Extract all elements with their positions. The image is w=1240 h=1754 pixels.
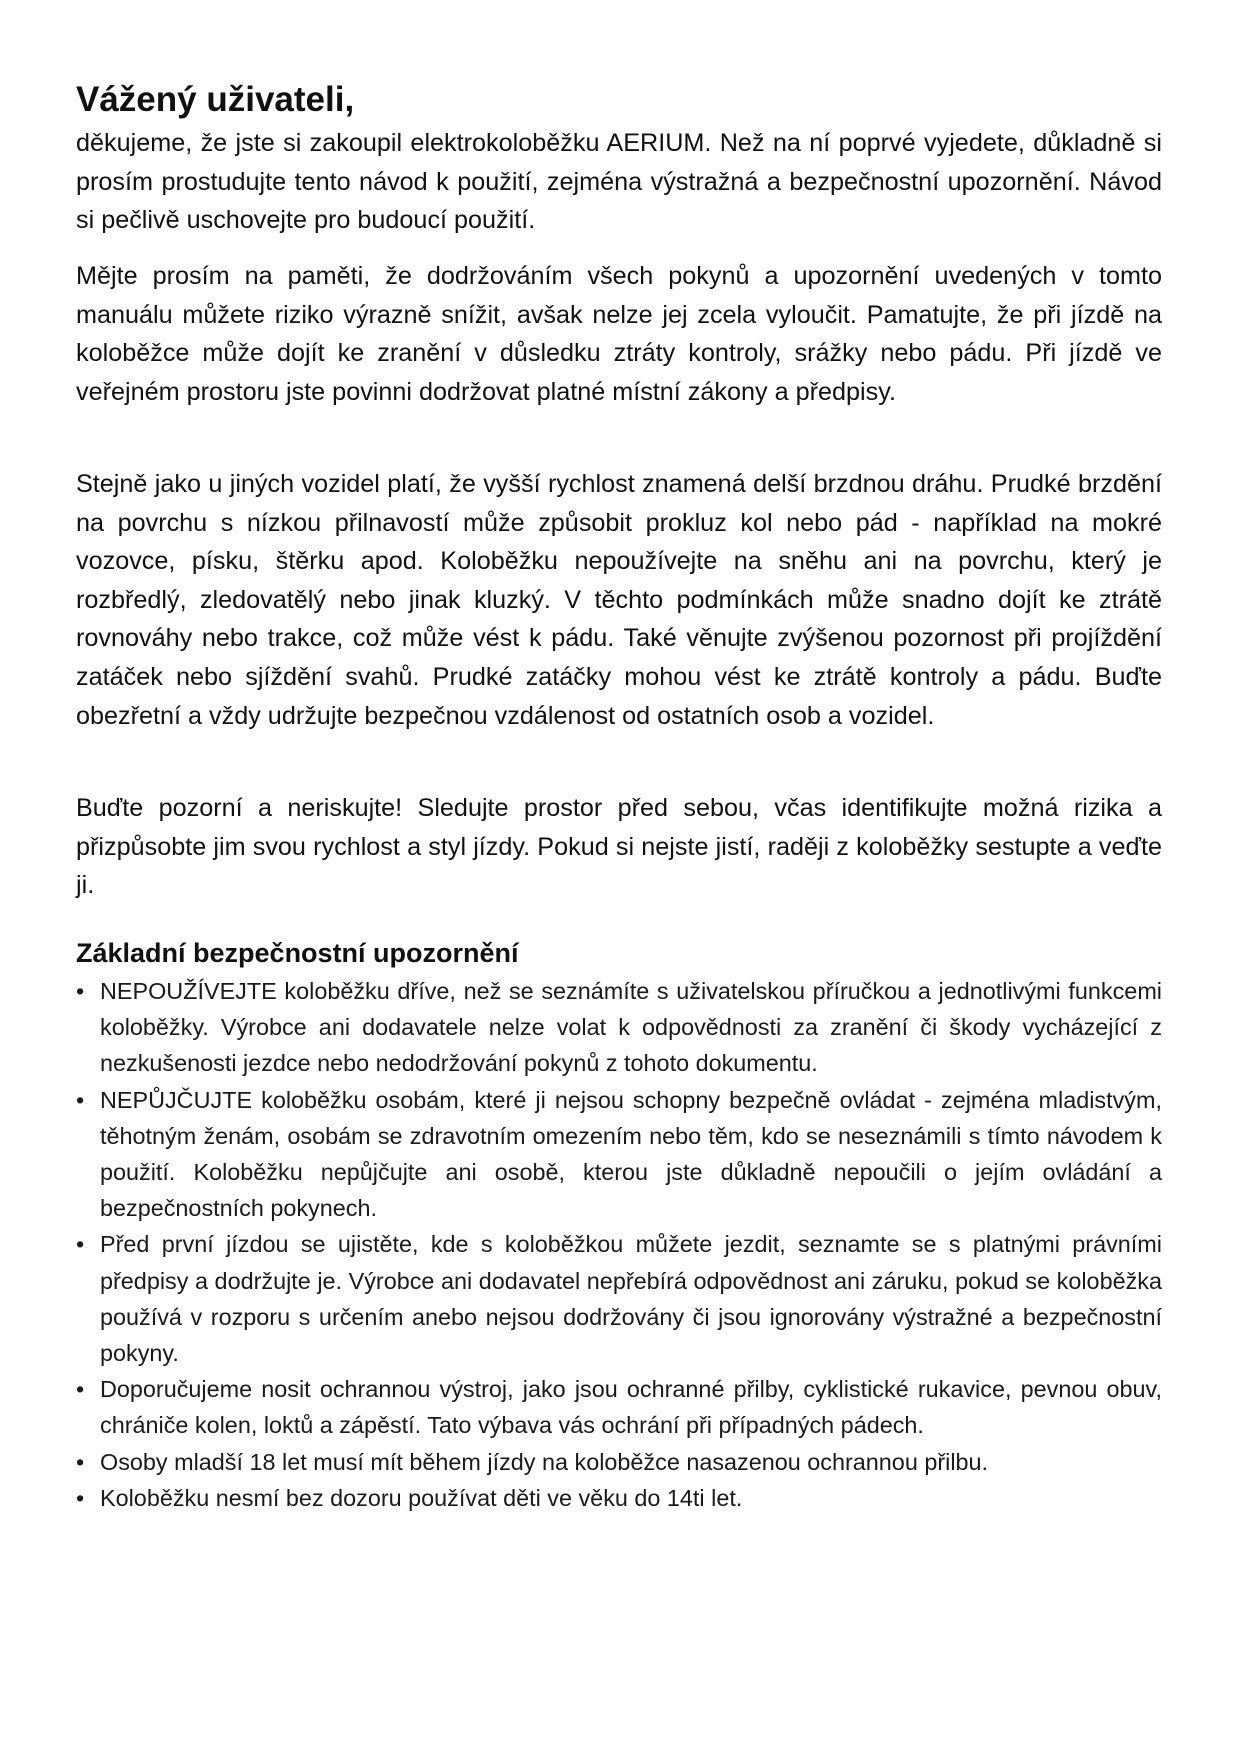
list-item-text: Koloběžku nesmí bez dozoru používat děti ve věku do 14ti let. bbox=[100, 1484, 743, 1511]
paragraph-caution: Buďte pozorní a neriskujte! Sledujte prostor před sebou, včas identifikujte možná rizika a přizpůsobte jim svou rychlost a styl jízdy. Pokud si nejste jistí, raději z koloběžky sestupte a veďte ji. bbox=[76, 794, 1162, 900]
bullet-icon: • bbox=[76, 1231, 85, 1258]
list-item-text: Doporučujeme nosit ochrannou výstroj, jako jsou ochranné přilby, cyklistické rukavice, pevnou obuv, chrániče kolen, loktů a zápěstí. Tato výbava vás ochrání při případných pádech. bbox=[100, 1376, 1162, 1439]
intro-paragraph: děkujeme, že jste si zakoupil elektrokoloběžku AERIUM. Než na ní poprvé vyjedete, důkladně si prosím prostudujte tento návod k použití, zejména výstražná a bezpečnostní upozornění. Návod si pečlivě uschovejte pro budoucí použití. bbox=[76, 129, 1162, 235]
list-item-text: NEPŮJČUJTE koloběžku osobám, které ji nejsou schopny bezpečně ovládat - zejména mladistvým, těhotným ženám, osobám se zdravotním omezením nebo těm, kdo se neseznámili s tímto návodem k použití. Koloběžku nepůjčujte ani osobě, kterou jste důkladně nepoučili o jejím ovládání a bezpečnostních pokynech. bbox=[100, 1086, 1162, 1222]
list-item-text: Před první jízdou se ujistěte, kde s koloběžkou můžete jezdit, seznamte se s platnými právními předpisy a dodržujte je. Výrobce ani dodavatel nepřebírá odpovědnost ani záruku, pokud se koloběžka používá v rozporu s určením anebo nejsou dodržovány či jsou ignorovány výstražné a bezpečnostní pokyny. bbox=[100, 1231, 1162, 1367]
list-item bbox=[76, 1444, 1162, 1480]
list-item-text: Osoby mladší 18 let musí mít během jízdy na koloběžce nasazenou ochrannou přilbu. bbox=[100, 1448, 989, 1475]
paragraph-braking: Stejně jako u jiných vozidel platí, že vyšší rychlost znamená delší brzdnou dráhu. Prudké brzdění na povrchu s nízkou přilnavostí může způsobit prokluz kol nebo pád - například na mokré vozovce, písku, štěrku apod. Koloběžku nepoužívejte na sněhu ani na povrchu, který je rozbředlý, zledovatělý nebo jinak kluzký. V těchto podmínkách může snadno dojít ke ztrátě rovnováhy nebo trakce, což může vést k pádu. Také věnujte zvýšenou pozornost při projíždění zatáček nebo sjíždění svahů. Prudké zatáčky mohou vést ke ztrátě kontroly a pádu. Buďte obezřetní a vždy udržujte bezpečnou vzdálenost od ostatních osob a vozidel. bbox=[76, 470, 1162, 730]
bullet-icon: • bbox=[76, 1448, 85, 1475]
bullet-icon: • bbox=[76, 1086, 85, 1113]
bullet-icon: • bbox=[76, 1376, 85, 1403]
section-heading: Základní bezpečnostní upozornění bbox=[76, 938, 519, 968]
safety-list bbox=[76, 973, 1162, 1516]
list-item bbox=[76, 1226, 1162, 1371]
bullet-icon: • bbox=[76, 1484, 85, 1511]
list-item bbox=[76, 1480, 1162, 1516]
page-title: Vážený uživateli, bbox=[76, 80, 355, 119]
paragraph-risk: Mějte prosím na paměti, že dodržováním všech pokynů a upozornění uvedených v tomto manuálu můžete riziko výrazně snížit, avšak nelze jej zcela vyloučit. Pamatujte, že při jízdě na koloběžce může dojít ke zranění v důsledku ztráty kontroly, srážky nebo pádu. Při jízdě ve veřejném prostoru jste povinni dodržovat platné místní zákony a předpisy. bbox=[76, 262, 1162, 406]
list-item bbox=[76, 1371, 1162, 1443]
list-item-text: NEPOUŽÍVEJTE koloběžku dříve, než se seznámíte s uživatelskou příručkou a jednotlivými funkcemi koloběžky. Výrobce ani dodavatele nelze volat k odpovědnosti za zranění či škody vycházející z nezkušenosti jezdce nebo nedodržování pokynů z tohoto dokumentu. bbox=[100, 978, 1162, 1077]
list-item bbox=[76, 973, 1162, 1082]
bullet-icon: • bbox=[76, 978, 85, 1004]
list-item bbox=[76, 1082, 1162, 1227]
